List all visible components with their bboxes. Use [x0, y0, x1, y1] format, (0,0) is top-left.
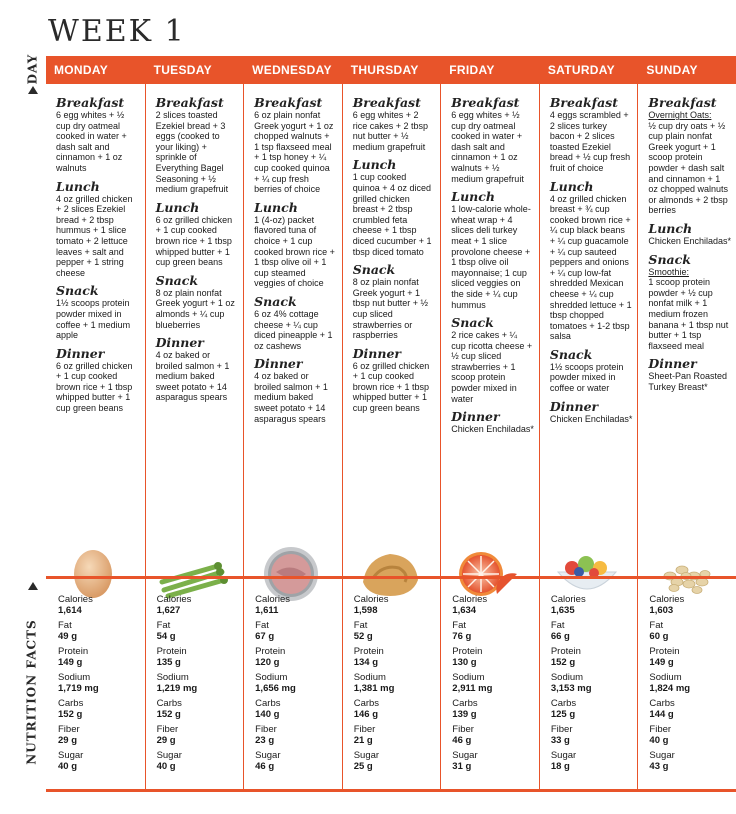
nutrition-facts: [58, 594, 138, 776]
nutrition-label-sodium: Sodium: [550, 672, 584, 683]
nutrition-label-calories: Calories: [353, 594, 389, 605]
nutrition-label-carbs: Carbs: [550, 698, 577, 709]
meal-description: [156, 288, 239, 330]
day-header: FRIDAY: [449, 63, 495, 77]
nutrition-value-sugar: 40 g: [58, 761, 78, 772]
nutrition-label-sugar: Sugar: [452, 750, 478, 761]
side-day-label: DAY: [25, 53, 39, 85]
meal-heading: Lunch: [352, 157, 397, 173]
meal-heading: Lunch: [451, 189, 495, 205]
side-day-label-wrap: [22, 52, 42, 86]
meal-text: 1 low-calorie whole-wheat wrap + 4 slices deli turkey meat + 1 slice provolone cheese + 1 tbsp olive oil mayonnaise; 1 cup sliced veggies on the side + ¼ cup hummus: [451, 204, 531, 310]
nutrition-label-carbs: Carbs: [255, 698, 281, 709]
meal-heading: Snack: [56, 283, 99, 299]
nutrition-facts: [452, 594, 532, 776]
meal-heading: Dinner: [648, 356, 697, 372]
meal-heading: Breakfast: [254, 95, 323, 110]
nutrition-arrow-icon: [28, 582, 38, 590]
meal-description: [451, 204, 534, 310]
day-header: THURSDAY: [350, 63, 419, 77]
day-header: TUESDAY: [153, 63, 212, 77]
nutrition-value-calories: 1,635: [550, 605, 575, 616]
nutrition-value-fat: 52 g: [353, 631, 373, 642]
meal-description: [254, 371, 337, 424]
nutrition-label-sugar: Sugar: [156, 750, 182, 761]
meal-description: [550, 110, 633, 174]
nutrition-label-sodium: Sodium: [649, 672, 682, 683]
meal-text: 6 oz grilled chicken + 1 cup cooked brown rice + 1 tbsp whipped butter + 1 cup green beans: [352, 360, 430, 414]
nutrition-value-carbs: 139 g: [452, 709, 477, 720]
nutrition-value-fiber: 40 g: [649, 735, 669, 746]
nutrition-value-carbs: 140 g: [255, 709, 280, 720]
nutrition-value-sugar: 46 g: [255, 761, 275, 772]
nutrition-value-sodium: 3,153 mg: [550, 683, 592, 694]
nutrition-label-protein: Protein: [255, 646, 286, 657]
nutrition-value-fat: 54 g: [156, 631, 176, 642]
nutrition-label-protein: Protein: [550, 646, 581, 657]
meal-list: [638, 84, 736, 534]
nutrition-label-sodium: Sodium: [255, 672, 288, 683]
nutrition-value-carbs: 144 g: [649, 709, 674, 720]
grapefruit-icon: [453, 542, 523, 602]
nutrition-label-sodium: Sodium: [58, 672, 91, 683]
nutrition-value-protein: 152 g: [550, 657, 576, 668]
nutrition-value-sugar: 40 g: [156, 761, 176, 772]
meal-text: 1 scoop protein powder + ½ cup nonfat milk + 1 medium frozen banana + 1 tbsp nut butter + 1 tsp flaxseed meal: [648, 277, 729, 351]
nutrition-value-protein: 134 g: [353, 657, 378, 668]
nutrition-label-fiber: Fiber: [452, 724, 474, 735]
meal-description: [254, 309, 337, 351]
meal-text: 6 oz grilled chicken + 1 cup cooked brown rice + 1 tbsp whipped butter + 1 cup green beans: [56, 360, 133, 414]
nutrition-value-fiber: 29 g: [58, 735, 78, 746]
nutrition-label-protein: Protein: [156, 646, 187, 657]
day-header: SATURDAY: [547, 63, 615, 77]
meal-heading: Breakfast: [451, 95, 520, 110]
nutrition-label-protein: Protein: [452, 646, 483, 657]
nutrition-label-calories: Calories: [58, 594, 93, 605]
meal-text: 6 egg whites + 2 rice cakes + 2 tbsp nut butter + ½ medium grapefruit: [352, 110, 428, 152]
meal-description: [353, 277, 436, 341]
nutrition-label-fiber: Fiber: [649, 724, 672, 735]
nutrition-value-protein: 120 g: [255, 657, 280, 668]
nutrition-label-fat: Fat: [649, 620, 664, 631]
meal-description: [451, 110, 534, 184]
nutrition-label-fiber: Fiber: [255, 724, 277, 735]
meal-text: ½ cup dry oats + ½ cup plain nonfat Greek yogurt + 1 scoop protein powder + dash salt and cinnamon + 1 oz chopped walnuts or almonds + 2 tbsp berries: [648, 120, 728, 216]
meal-heading: Lunch: [254, 199, 298, 215]
nutrition-label-carbs: Carbs: [156, 698, 182, 709]
meal-heading: Lunch: [549, 178, 594, 194]
meal-text: 8 oz plain nonfat Greek yogurt + 1 oz almonds + ¼ cup blueberries: [155, 287, 235, 330]
meal-heading: Snack: [155, 272, 199, 288]
meal-heading: Snack: [648, 251, 691, 267]
nutrition-value-sugar: 25 g: [353, 761, 373, 772]
nutrition-label-fiber: Fiber: [58, 724, 80, 735]
meal-description: [648, 236, 731, 247]
meal-text: Chicken Enchiladas*: [549, 413, 633, 424]
meal-description: [353, 172, 436, 257]
nutrition-value-protein: 149 g: [649, 657, 674, 668]
nutrition-value-calories: 1,598: [353, 605, 378, 616]
nutrition-value-fat: 66 g: [550, 631, 570, 642]
meal-description: [56, 110, 139, 174]
oats-icon: [650, 542, 720, 602]
nutrition-label-sugar: Sugar: [550, 750, 577, 761]
meal-text: Chicken Enchiladas*: [451, 424, 534, 435]
nutrition-label-protein: Protein: [353, 646, 384, 657]
meal-heading: Breakfast: [352, 95, 421, 110]
meal-description: [156, 350, 239, 403]
nutrition-value-sugar: 31 g: [452, 761, 472, 772]
nutrition-value-calories: 1,603: [649, 605, 674, 616]
meal-description: [56, 298, 139, 340]
nutrition-label-fat: Fat: [353, 620, 368, 631]
meal-text: 6 oz plain nonfat Greek yogurt + 1 oz chopped walnuts + 1 tsp flaxseed meal + 1 tsp honey + ¼ cup cooked quinoa + ¼ cup fresh berries of choice: [254, 110, 334, 195]
meal-description: [550, 362, 633, 394]
day-header: MONDAY: [54, 63, 109, 77]
meal-subtitle: Smoothie:: [648, 266, 689, 277]
meal-heading: Lunch: [155, 199, 200, 215]
nutrition-value-sodium: 1,656 mg: [255, 683, 296, 694]
nutrition-label-sodium: Sodium: [452, 672, 485, 683]
nutrition-value-fiber: 21 g: [353, 735, 373, 746]
nutrition-value-sodium: 1,824 mg: [649, 683, 691, 694]
meal-heading: Snack: [549, 346, 593, 362]
nutrition-value-sugar: 43 g: [649, 761, 669, 772]
nutrition-value-fiber: 46 g: [452, 735, 472, 746]
meal-heading: Breakfast: [155, 95, 224, 110]
nutrition-value-sodium: 1,219 mg: [156, 683, 198, 694]
meal-heading: Breakfast: [56, 95, 125, 110]
meal-text: 2 rice cakes + ¼ cup ricotta cheese + ½ cup sliced strawberries + 1 scoop protein powder mixed in water: [451, 330, 533, 404]
nutrition-value-carbs: 146 g: [353, 709, 378, 720]
meal-list: [343, 84, 442, 534]
meal-heading: Dinner: [451, 409, 500, 425]
nutrition-value-protein: 149 g: [58, 657, 83, 668]
meal-text: 6 egg whites + ½ cup dry oatmeal cooked in water + dash salt and cinnamon + 1 oz walnuts + ½ medium grapefruit: [451, 110, 524, 184]
nutrition-value-protein: 135 g: [156, 657, 181, 668]
nutrition-value-fat: 49 g: [58, 631, 78, 642]
meal-text: 4 eggs scrambled + 2 slices turkey bacon + 2 slices toasted Ezekiel bread + ½ cup fresh fruit of choice: [549, 110, 631, 173]
meal-description: [451, 424, 534, 435]
nutrition-value-fiber: 23 g: [255, 735, 275, 746]
meal-heading: Dinner: [56, 345, 105, 361]
fruit-salad-icon: [552, 542, 622, 602]
nutrition-label-fat: Fat: [58, 620, 72, 631]
meal-list: [46, 84, 145, 534]
nutrition-label-sodium: Sodium: [353, 672, 386, 683]
nutrition-label-carbs: Carbs: [58, 698, 84, 709]
nutrition-label-carbs: Carbs: [452, 698, 478, 709]
meal-heading: Snack: [451, 315, 494, 331]
meal-heading: Snack: [352, 262, 396, 278]
meal-description: [254, 215, 337, 289]
nutrition-label-protein: Protein: [58, 646, 89, 657]
meal-subtitle: Overnight Oats:: [648, 110, 712, 120]
meal-description: [648, 267, 731, 352]
meal-text: 6 oz grilled chicken + 1 cup cooked brown rice + 1 tbsp whipped butter + 1 cup green beans: [155, 214, 233, 268]
asparagus-icon: [158, 542, 228, 602]
nutrition-value-sodium: 1,719 mg: [58, 683, 99, 694]
meal-text: 1 cup cooked quinoa + 4 oz diced grilled chicken breast + 2 tbsp crumbled feta cheese + 1 tbsp diced cucumber + 1 tbsp diced tomato: [352, 172, 432, 257]
nutrition-value-protein: 130 g: [452, 657, 477, 668]
meal-heading: Dinner: [254, 356, 303, 372]
nutrition-value-calories: 1,614: [58, 605, 82, 616]
meal-text: 4 oz grilled chicken breast + ¾ cup cooked brown rice + ¼ cup black beans + ¼ cup guacamole + ¼ cup sauteed peppers and onions + ¼ cup low-fat shredded Mexican cheese + ¼ cup shredded lettuce + 1 tbsp chopped tomatoes + 1-2 tbsp salsa: [549, 193, 632, 342]
nutrition-label-sugar: Sugar: [353, 750, 380, 761]
meal-heading: Dinner: [352, 345, 402, 361]
nutrition-value-carbs: 125 g: [550, 709, 576, 720]
meal-text: 4 oz grilled chicken + 2 slices Ezekiel bread + 2 tbsp hummus + 1 slice tomato + 2 lettuce leaves + salt and pepper + 1 string cheese: [56, 193, 133, 278]
nutrition-value-fiber: 33 g: [550, 735, 570, 746]
meal-text: Chicken Enchiladas*: [648, 235, 731, 246]
nutrition-facts: [354, 594, 434, 776]
nutrition-label-fat: Fat: [452, 620, 467, 631]
egg-icon: [58, 542, 128, 602]
meal-description: [648, 110, 731, 216]
nutrition-facts: [255, 594, 335, 776]
nutrition-label-fat: Fat: [550, 620, 565, 631]
bottom-rule: [46, 789, 736, 792]
nutrition-label-fiber: Fiber: [156, 724, 179, 735]
nutrition-value-calories: 1,611: [255, 605, 279, 616]
nutrition-value-sodium: 1,381 mg: [353, 683, 395, 694]
meal-text: 1½ scoops protein powder mixed in coffee or water: [549, 361, 624, 394]
meal-description: [550, 194, 633, 342]
tuna-can-icon: [256, 542, 326, 602]
meal-heading: Snack: [254, 293, 297, 309]
nutrition-label-carbs: Carbs: [649, 698, 675, 709]
nutrition-label-calories: Calories: [255, 594, 290, 605]
meal-text: 6 egg whites + ½ cup dry oatmeal cooked in water + dash salt and cinnamon + 1 oz walnuts: [56, 110, 127, 173]
meal-text: 1½ scoops protein powder mixed in coffee + 1 medium apple: [56, 298, 131, 341]
meal-heading: Breakfast: [648, 95, 717, 110]
meal-heading: Breakfast: [549, 95, 618, 110]
meal-description: [648, 371, 731, 392]
nutrition-value-carbs: 152 g: [156, 709, 181, 720]
nutrition-label-fiber: Fiber: [550, 724, 573, 735]
meal-text: 2 slices toasted Ezekiel bread + 3 eggs (cooked to your liking) + sprinkle of Everything Bagel Seasoning + ½ medium grapefruit: [155, 110, 229, 195]
side-nutrition-label-wrap: [22, 594, 42, 789]
nutrition-value-fat: 76 g: [452, 631, 472, 642]
nutrition-label-carbs: Carbs: [353, 698, 380, 709]
meal-list: [244, 84, 343, 534]
nutrition-value-sugar: 18 g: [550, 761, 570, 772]
meal-description: [353, 110, 436, 152]
nutrition-label-sugar: Sugar: [58, 750, 84, 761]
nutrition-facts: [551, 594, 631, 776]
meal-heading: Lunch: [56, 178, 100, 194]
nutrition-label-calories: Calories: [452, 594, 488, 605]
meal-text: Sheet-Pan Roasted Turkey Breast*: [648, 371, 727, 392]
nutrition-label-sugar: Sugar: [649, 750, 675, 761]
day-arrow-icon: [28, 86, 38, 94]
nutrition-value-carbs: 152 g: [58, 709, 83, 720]
side-nutrition-label: NUTRITION FACTS: [25, 618, 39, 765]
nutrition-label-sugar: Sugar: [255, 750, 281, 761]
day-header: WEDNESDAY: [252, 63, 332, 77]
nutrition-divider: [46, 576, 736, 579]
nutrition-label-fat: Fat: [255, 620, 269, 631]
meal-description: [156, 215, 239, 268]
meal-heading: Dinner: [549, 398, 599, 414]
meal-description: [550, 414, 633, 425]
meal-heading: Dinner: [155, 335, 204, 351]
meal-description: [56, 194, 139, 279]
meal-text: 6 oz 4% cottage cheese + ¼ cup diced pineapple + 1 oz cashews: [254, 308, 333, 351]
nutrition-label-calories: Calories: [649, 594, 685, 605]
nutrition-value-calories: 1,634: [452, 605, 477, 616]
meal-list: [441, 84, 540, 534]
meal-list: [146, 84, 245, 534]
meal-list: [540, 84, 639, 534]
nutrition-label-calories: Calories: [156, 594, 192, 605]
meal-text: 1 (4-oz) packet flavored tuna of choice + 1 cup cooked brown rice + 1 tbsp olive oil + 1 cup steamed veggies of choice: [254, 214, 335, 289]
day-header: SUNDAY: [646, 63, 698, 77]
nutrition-facts: [157, 594, 237, 776]
peanut-butter-icon: [355, 542, 425, 602]
nutrition-label-fat: Fat: [156, 620, 171, 631]
nutrition-value-sodium: 2,911 mg: [452, 683, 493, 694]
meal-text: 4 oz baked or broiled salmon + 1 medium baked sweet potato + 14 asparagus spears: [254, 371, 328, 424]
nutrition-label-sodium: Sodium: [156, 672, 189, 683]
meal-description: [451, 330, 534, 404]
meal-description: [353, 361, 436, 414]
nutrition-value-fiber: 29 g: [156, 735, 176, 746]
meal-description: [254, 110, 337, 195]
nutrition-value-fat: 67 g: [255, 631, 275, 642]
meal-heading: Lunch: [648, 220, 693, 236]
nutrition-value-fat: 60 g: [649, 631, 669, 642]
nutrition-facts: [649, 594, 729, 776]
nutrition-label-protein: Protein: [649, 646, 680, 657]
nutrition-label-fiber: Fiber: [353, 724, 376, 735]
meal-text: 4 oz baked or broiled salmon + 1 medium baked sweet potato + 14 asparagus spears: [155, 350, 230, 403]
meal-description: [156, 110, 239, 195]
nutrition-label-calories: Calories: [550, 594, 586, 605]
meal-description: [56, 361, 139, 414]
nutrition-value-calories: 1,627: [156, 605, 181, 616]
page-title: WEEK 1: [48, 14, 186, 49]
meal-text: 8 oz plain nonfat Greek yogurt + 1 tbsp nut butter + ½ cup sliced strawberries or raspberries: [352, 277, 429, 341]
